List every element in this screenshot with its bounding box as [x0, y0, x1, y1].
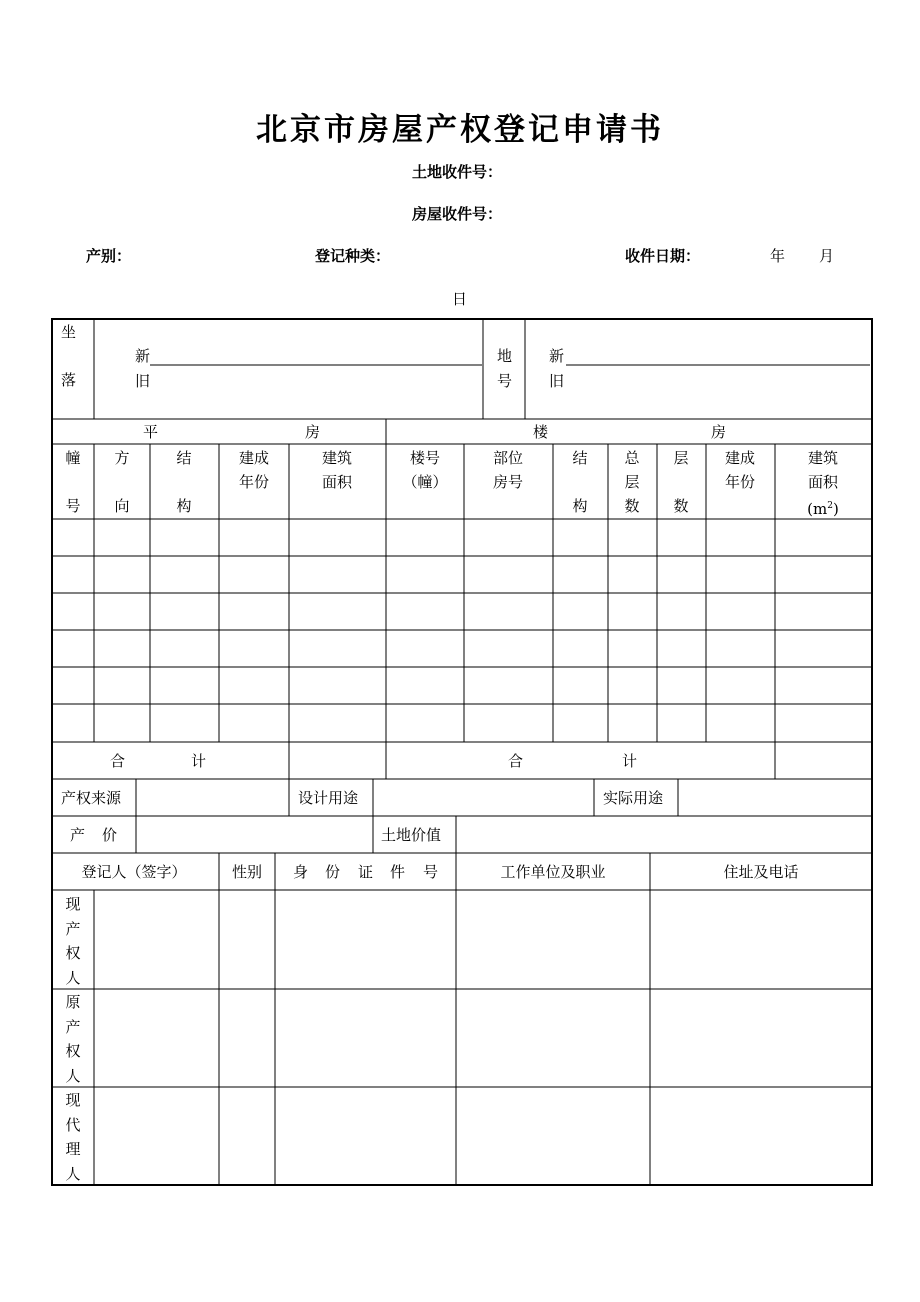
year-label: 年 — [770, 247, 786, 265]
ms-col-unit-1: 部位 — [492, 449, 524, 467]
ms-col-structure-1: 结 — [572, 449, 588, 467]
former-owner-label: 原产权人 — [65, 993, 81, 1085]
house-receipt-no-label: 房屋收件号： — [412, 205, 503, 223]
design-use-label: 设计用途 — [298, 789, 359, 807]
location-old-label: 旧 — [135, 372, 151, 390]
col-id-3: 证 — [358, 863, 374, 881]
month-label: 月 — [819, 247, 835, 265]
lot-label-1: 地 — [497, 347, 513, 365]
property-type-label: 产别： — [86, 247, 132, 265]
ms-col-total-floors-3: 数 — [624, 497, 640, 515]
bungalow-section-2: 房 — [305, 423, 321, 441]
col-registrant: 登记人（签字） — [81, 863, 187, 881]
land-receipt-no-label: 土地收件号： — [412, 163, 503, 181]
ms-col-unit-2: 房号 — [492, 473, 524, 491]
ms-col-building-1: 楼号 — [409, 449, 441, 467]
ms-col-year-1: 建成 — [724, 449, 756, 467]
col-id-1: 身 — [293, 863, 309, 881]
ms-col-area-2: 面积 — [807, 473, 839, 491]
location-label-2: 落 — [61, 371, 77, 389]
col-address: 住址及电话 — [723, 863, 799, 881]
current-agent-label: 现代理人 — [65, 1091, 81, 1183]
page-title: 北京市房屋产权登记申请书 — [256, 112, 664, 148]
col-structure-1: 结 — [176, 449, 192, 467]
col-building-1: 幢 — [65, 449, 81, 467]
total-right-2: 计 — [622, 752, 638, 770]
lot-label-2: 号 — [497, 372, 513, 390]
col-year-1: 建成 — [238, 449, 270, 467]
multistory-section-2: 房 — [711, 423, 727, 441]
total-right-1: 合 — [508, 752, 524, 770]
ms-col-total-floors-1: 总 — [624, 449, 640, 467]
multistory-section-1: 楼 — [533, 423, 549, 441]
bungalow-section-1: 平 — [143, 423, 159, 441]
source-label: 产权来源 — [61, 789, 122, 807]
col-area-2: 面积 — [321, 473, 353, 491]
ms-col-floor-2: 数 — [673, 497, 689, 515]
ms-col-structure-2: 构 — [572, 497, 588, 515]
registration-type-label: 登记种类： — [315, 247, 391, 265]
price-label-2: 价 — [102, 826, 118, 844]
day-label: 日 — [452, 290, 468, 308]
col-direction-1: 方 — [114, 449, 130, 467]
col-gender: 性别 — [231, 863, 263, 881]
receipt-date-label: 收件日期： — [625, 247, 701, 265]
ms-col-building-2: （幢） — [402, 473, 448, 491]
ms-col-area-1: 建筑 — [807, 449, 839, 467]
land-value-label: 土地价值 — [381, 826, 442, 844]
ms-col-total-floors-2: 层 — [624, 473, 640, 491]
price-label-1: 产 — [70, 826, 86, 844]
total-left-1: 合 — [110, 752, 126, 770]
actual-use-label: 实际用途 — [603, 789, 664, 807]
location-label-1: 坐 — [61, 323, 77, 341]
ms-col-floor-1: 层 — [673, 449, 689, 467]
ms-col-year-2: 年份 — [724, 473, 756, 491]
lot-new-label: 新 — [549, 347, 565, 365]
lot-old-label: 旧 — [549, 372, 565, 390]
current-owner-label: 现产权人 — [65, 895, 81, 987]
col-structure-2: 构 — [176, 497, 192, 515]
location-new-label: 新 — [135, 347, 151, 365]
col-direction-2: 向 — [114, 497, 130, 515]
col-employer: 工作单位及职业 — [500, 863, 606, 881]
col-area-1: 建筑 — [321, 449, 353, 467]
col-id-4: 件 — [390, 863, 406, 881]
col-id-5: 号 — [423, 863, 439, 881]
total-left-2: 计 — [191, 752, 207, 770]
ms-col-area-unit: $(m^2)$ — [807, 500, 839, 518]
col-id-2: 份 — [325, 863, 341, 881]
col-year-2: 年份 — [238, 473, 270, 491]
col-building-2: 号 — [65, 497, 81, 515]
